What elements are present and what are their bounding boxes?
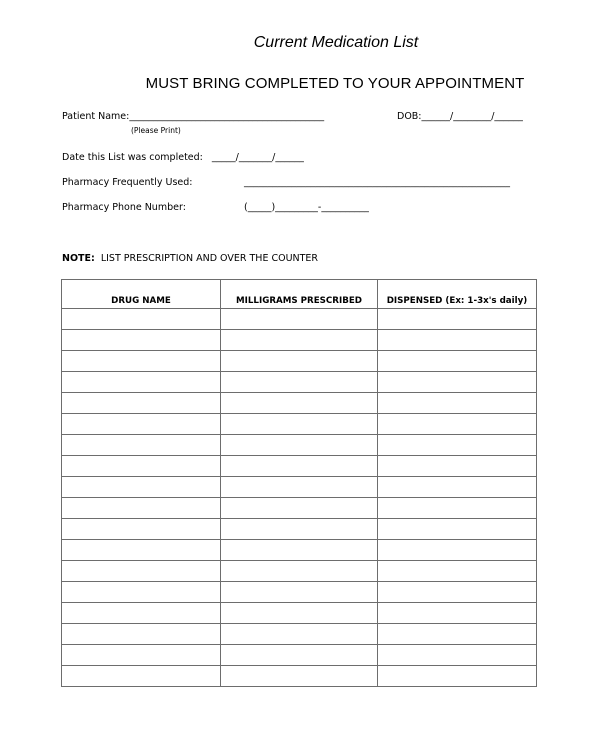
- medication-table: [61, 279, 537, 687]
- page-title: Current Medication List: [253, 34, 419, 51]
- dispensed-cell[interactable]: [378, 540, 537, 561]
- pharmacy-phone-field[interactable]: (_____)_________-__________: [244, 202, 369, 213]
- dispensed-cell[interactable]: [378, 351, 537, 372]
- table-row: [62, 477, 537, 498]
- drug-name-cell[interactable]: [62, 519, 221, 540]
- milligrams-cell[interactable]: [221, 330, 378, 351]
- milligrams-cell[interactable]: [221, 582, 378, 603]
- milligrams-cell[interactable]: [221, 435, 378, 456]
- page-subtitle: MUST BRING COMPLETED TO YOUR APPOINTMENT: [145, 75, 525, 92]
- please-print-hint: (Please Print): [131, 126, 181, 135]
- table-row: [62, 351, 537, 372]
- dispensed-cell[interactable]: [378, 582, 537, 603]
- drug-name-cell[interactable]: [62, 393, 221, 414]
- drug-name-cell[interactable]: [62, 603, 221, 624]
- header-dispensed: DISPENSED (Ex: 1-3x's daily): [378, 280, 537, 309]
- dispensed-cell[interactable]: [378, 561, 537, 582]
- medication-table-body: [62, 309, 537, 687]
- drug-name-cell[interactable]: [62, 666, 221, 687]
- milligrams-cell[interactable]: [221, 414, 378, 435]
- table-row: [62, 645, 537, 666]
- pharmacy-field[interactable]: ________________________________________________________: [244, 177, 510, 188]
- drug-name-cell[interactable]: [62, 372, 221, 393]
- table-row: [62, 519, 537, 540]
- pharmacy-phone-label: Pharmacy Phone Number:: [62, 202, 186, 213]
- table-row: [62, 309, 537, 330]
- milligrams-cell[interactable]: [221, 372, 378, 393]
- table-row: [62, 561, 537, 582]
- milligrams-cell[interactable]: [221, 666, 378, 687]
- drug-name-cell[interactable]: [62, 309, 221, 330]
- milligrams-cell[interactable]: [221, 498, 378, 519]
- drug-name-cell[interactable]: [62, 582, 221, 603]
- table-row: [62, 372, 537, 393]
- note-label: NOTE:: [62, 253, 95, 264]
- drug-name-cell[interactable]: [62, 645, 221, 666]
- dispensed-cell[interactable]: [378, 309, 537, 330]
- drug-name-cell[interactable]: [62, 477, 221, 498]
- milligrams-cell[interactable]: [221, 393, 378, 414]
- drug-name-cell[interactable]: [62, 540, 221, 561]
- patient-name-field[interactable]: Patient Name:_________________________________________: [62, 111, 325, 122]
- drug-name-cell[interactable]: [62, 561, 221, 582]
- dispensed-cell[interactable]: [378, 498, 537, 519]
- table-row: [62, 540, 537, 561]
- drug-name-cell[interactable]: [62, 498, 221, 519]
- dob-field[interactable]: DOB:______/________/______: [397, 111, 523, 122]
- milligrams-cell[interactable]: [221, 309, 378, 330]
- milligrams-cell[interactable]: [221, 603, 378, 624]
- dispensed-cell[interactable]: [378, 603, 537, 624]
- milligrams-cell[interactable]: [221, 519, 378, 540]
- dispensed-cell[interactable]: [378, 519, 537, 540]
- note-text: LIST PRESCRIPTION AND OVER THE COUNTER: [94, 253, 319, 264]
- table-row: [62, 624, 537, 645]
- milligrams-cell[interactable]: [221, 645, 378, 666]
- drug-name-cell[interactable]: [62, 414, 221, 435]
- dispensed-cell[interactable]: [378, 477, 537, 498]
- milligrams-cell[interactable]: [221, 456, 378, 477]
- drug-name-cell[interactable]: [62, 351, 221, 372]
- table-row: [62, 498, 537, 519]
- dispensed-cell[interactable]: [378, 456, 537, 477]
- dispensed-cell[interactable]: [378, 645, 537, 666]
- milligrams-cell[interactable]: [221, 540, 378, 561]
- milligrams-cell[interactable]: [221, 477, 378, 498]
- milligrams-cell[interactable]: [221, 624, 378, 645]
- table-row: [62, 393, 537, 414]
- milligrams-cell[interactable]: [221, 351, 378, 372]
- dispensed-cell[interactable]: [378, 435, 537, 456]
- dispensed-cell[interactable]: [378, 666, 537, 687]
- table-row: [62, 414, 537, 435]
- dispensed-cell[interactable]: [378, 372, 537, 393]
- drug-name-cell[interactable]: [62, 330, 221, 351]
- table-row: [62, 666, 537, 687]
- drug-name-cell[interactable]: [62, 456, 221, 477]
- dispensed-cell[interactable]: [378, 330, 537, 351]
- dispensed-cell[interactable]: [378, 624, 537, 645]
- header-drug-name: DRUG NAME: [62, 280, 221, 309]
- dispensed-cell[interactable]: [378, 414, 537, 435]
- table-header-row: [62, 280, 537, 309]
- date-completed-field[interactable]: Date this List was completed: _____/_______/______: [62, 152, 304, 163]
- table-row: [62, 435, 537, 456]
- table-row: [62, 456, 537, 477]
- header-milligrams-prescribed: MILLIGRAMS PRESCRIBED: [221, 280, 378, 309]
- drug-name-cell[interactable]: [62, 624, 221, 645]
- milligrams-cell[interactable]: [221, 561, 378, 582]
- note: [62, 253, 318, 264]
- table-row: [62, 330, 537, 351]
- drug-name-cell[interactable]: [62, 435, 221, 456]
- table-row: [62, 603, 537, 624]
- table-row: [62, 582, 537, 603]
- dispensed-cell[interactable]: [378, 393, 537, 414]
- pharmacy-label: Pharmacy Frequently Used:: [62, 177, 193, 188]
